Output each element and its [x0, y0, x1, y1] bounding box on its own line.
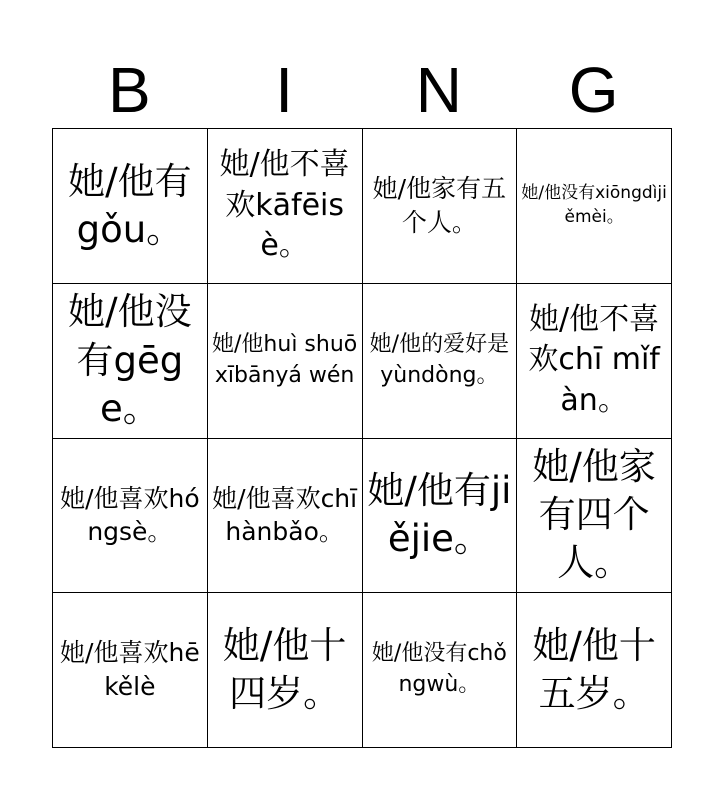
bingo-cell-text: 她/他有jiějie。 — [367, 469, 512, 561]
bingo-cell-text: 她/他没有xiōngdìjiěmèi。 — [521, 183, 667, 227]
bingo-cell[interactable] — [208, 439, 363, 594]
bingo-cell-text: 她/他huì shuō xībānyá wén — [212, 331, 358, 388]
bingo-cell-text: 她/他十四岁。 — [222, 624, 347, 716]
bingo-cell-text: 她/他家有四个人。 — [532, 445, 656, 585]
bingo-header — [52, 52, 671, 128]
header-letter-n: N — [415, 54, 462, 126]
bingo-board — [52, 128, 672, 748]
bingo-cell-text: 她/他没有chǒngwù。 — [371, 641, 507, 698]
bingo-cell[interactable] — [208, 593, 363, 748]
bingo-cell-text: 她/他家有五个人。 — [372, 174, 507, 237]
bingo-cell[interactable] — [517, 593, 672, 748]
bingo-cell-text: 她/他有gǒu。 — [68, 159, 192, 251]
header-letter-g: G — [568, 54, 619, 126]
bingo-cell[interactable] — [517, 129, 672, 284]
bingo-cell-text: 她/他不喜欢chī mǐfàn。 — [528, 301, 660, 418]
bingo-cell[interactable] — [208, 284, 363, 439]
bingo-cell[interactable] — [208, 129, 363, 284]
bingo-cell-text: 她/他的爱好是yùndòng。 — [369, 331, 510, 388]
bingo-cell[interactable] — [363, 593, 518, 748]
bingo-cell-text: 她/他喜欢hóngsè。 — [60, 483, 200, 547]
header-letter-b: B — [108, 54, 151, 126]
bingo-cell-text: 她/他十五岁。 — [532, 624, 656, 716]
bingo-cell[interactable] — [53, 129, 208, 284]
bingo-cell[interactable] — [363, 284, 518, 439]
bingo-cell[interactable] — [53, 593, 208, 748]
bingo-cell[interactable] — [517, 439, 672, 594]
bingo-cell[interactable] — [53, 284, 208, 439]
bingo-cell[interactable] — [517, 284, 672, 439]
bingo-cell[interactable] — [53, 439, 208, 594]
bingo-cell[interactable] — [363, 439, 518, 594]
bingo-cell-text: 她/他没有gēge。 — [68, 290, 192, 430]
header-letter-i: I — [275, 54, 294, 126]
bingo-cell-text: 她/他喜欢hē kělè — [60, 638, 200, 702]
bingo-cell-text: 她/他喜欢chī hànbǎo。 — [212, 483, 358, 547]
bingo-cell-text: 她/他不喜欢kāfēisè。 — [219, 147, 350, 264]
bingo-cell[interactable] — [363, 129, 518, 284]
